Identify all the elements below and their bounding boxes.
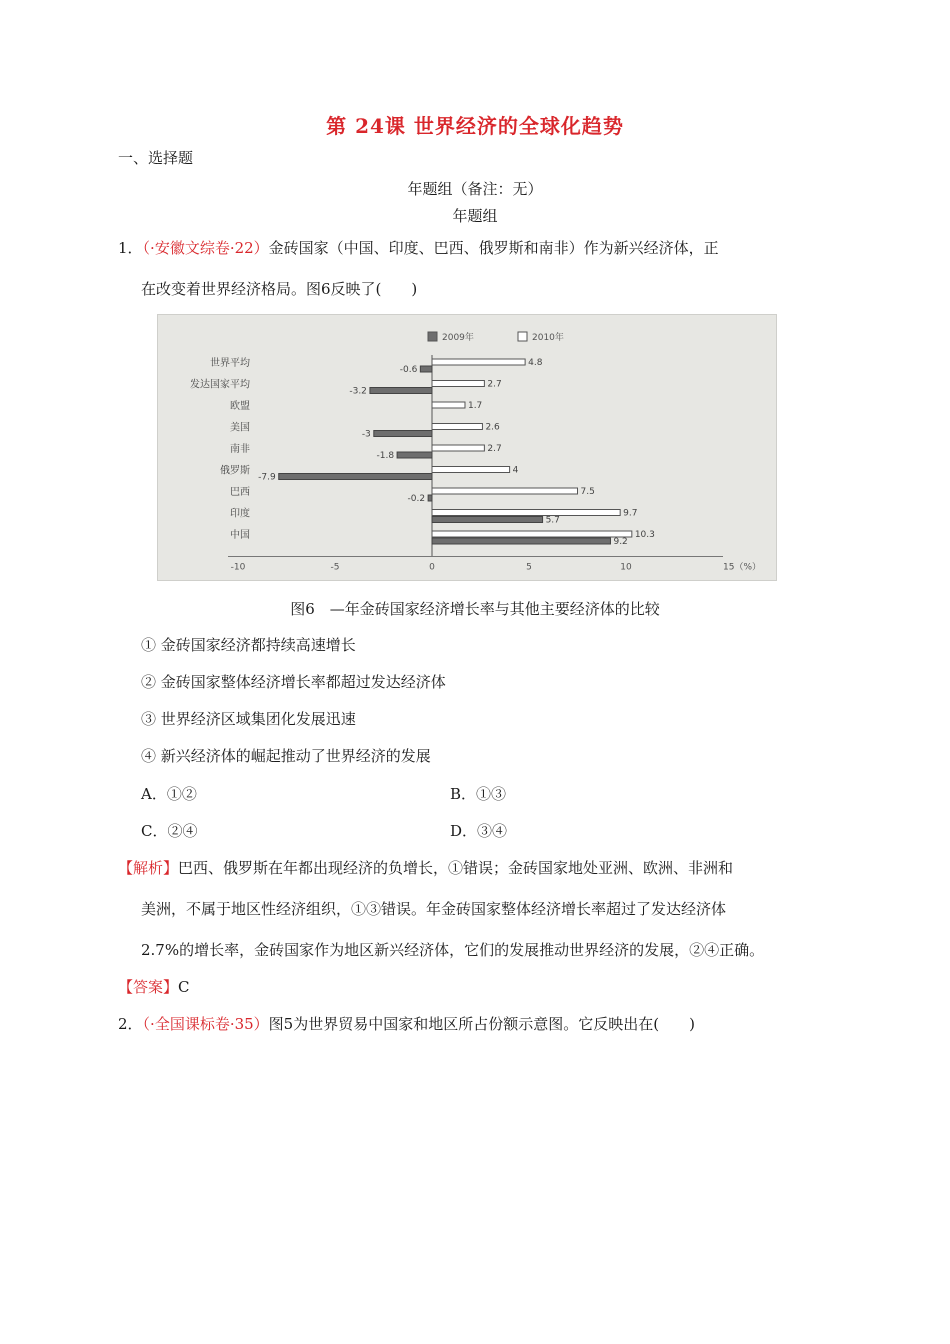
bar-2009 <box>428 495 432 501</box>
answer-value: C <box>178 978 190 996</box>
option-c: C．②④ <box>141 822 198 840</box>
category-label: 欧盟 <box>230 401 250 412</box>
bar-2010 <box>432 488 578 494</box>
bar-2010 <box>432 402 465 408</box>
bar-2009 <box>420 366 432 372</box>
value-label-2010: 4 <box>512 465 519 476</box>
statement-3: ③ 世界经济区域集团化发展迅速 <box>141 710 356 728</box>
value-label-2010: 1.7 <box>467 401 483 411</box>
analysis-text: 巴西、俄罗斯在年都出现经济的负增长，①错误；金砖国家地处亚洲、欧洲、非洲和 <box>178 859 734 877</box>
question-text: 金砖国家（中国、印度、巴西、俄罗斯和南非）作为新兴经济体，正 <box>268 239 719 257</box>
bar-2010 <box>432 510 620 516</box>
x-tick-label: 10 <box>620 562 632 573</box>
question-number: 2． <box>118 1015 143 1033</box>
analysis <box>118 857 733 879</box>
value-label-2009: -1.8 <box>376 451 395 461</box>
category-label: 中国 <box>230 530 250 541</box>
option-d: D．③④ <box>450 822 508 840</box>
category-label: 发达国家平均 <box>190 379 250 391</box>
bar-2009 <box>279 474 432 480</box>
bar-2010 <box>432 531 632 537</box>
bar-2010 <box>432 445 484 451</box>
bar-2010 <box>432 424 482 430</box>
x-tick-label: 0 <box>429 562 435 573</box>
legend-label-2010: 2010年 <box>532 333 564 343</box>
page-title: 第 24课 世界经济的全球化趋势 <box>326 114 624 138</box>
x-tick-label: -5 <box>330 562 340 573</box>
value-label-2010: 9.7 <box>623 508 638 519</box>
value-label-2009: -0.2 <box>407 494 426 504</box>
bar-2009 <box>432 538 610 544</box>
x-tick-label: 15（%） <box>723 562 762 573</box>
bar-2010 <box>432 381 484 387</box>
value-label-2009: -3.2 <box>349 386 367 397</box>
answer <box>118 976 190 998</box>
statement-2: ② 金砖国家整体经济增长率都超过发达经济体 <box>141 673 446 691</box>
bar-2010 <box>432 359 525 365</box>
option-a: A．①② <box>141 785 197 803</box>
value-label-2009: -0.6 <box>399 365 418 375</box>
question-number: 1． <box>118 239 143 257</box>
bar-2009 <box>397 452 432 458</box>
legend-label-2009: 2009年 <box>442 333 474 343</box>
analysis-tag: 【解析】 <box>118 859 179 877</box>
option-b: B．①③ <box>450 785 507 803</box>
group-note: 年题组（备注：无） <box>407 180 543 198</box>
bar-2009 <box>370 388 432 394</box>
section-heading: 一、选择题 <box>118 149 194 167</box>
value-label-2009: 5.7 <box>545 515 560 526</box>
bar-2009 <box>374 431 432 437</box>
chart-svg <box>158 315 778 582</box>
value-label-2010: 2.7 <box>487 444 502 454</box>
group-heading: 年题组 <box>452 207 498 225</box>
category-label: 世界平均 <box>210 358 250 369</box>
category-label: 巴西 <box>230 487 250 498</box>
value-label-2010: 10.3 <box>634 530 655 540</box>
question-1 <box>118 237 719 259</box>
analysis-text-3: 2.7%的增长率，金砖国家作为地区新兴经济体，它们的发展推动世界经济的发展，②④正确。 <box>141 941 765 959</box>
question-source: （·安徽文综卷·22） <box>142 239 269 257</box>
answer-tag: 【答案】 <box>118 978 179 996</box>
question-2 <box>118 1013 695 1035</box>
legend-swatch-2009 <box>428 332 437 341</box>
value-label-2010: 2.7 <box>487 379 502 390</box>
x-tick-label: 5 <box>526 562 532 573</box>
growth-rate-chart <box>157 314 777 581</box>
category-label: 印度 <box>230 508 250 520</box>
value-label-2009: -7.9 <box>258 472 276 483</box>
statement-1: ① 金砖国家经济都持续高速增长 <box>141 636 356 654</box>
value-label-2010: 7.5 <box>580 487 595 497</box>
category-label: 美国 <box>230 422 250 434</box>
value-label-2010: 4.8 <box>528 358 543 368</box>
statement-4: ④ 新兴经济体的崛起推动了世界经济的发展 <box>141 747 431 765</box>
category-label: 南非 <box>230 444 250 455</box>
bar-2010 <box>432 467 510 473</box>
question-text-cont: 在改变着世界经济格局。图6反映了( ) <box>141 280 418 298</box>
question-source: （·全国课标卷·35） <box>142 1015 269 1033</box>
analysis-text-2: 美洲，不属于地区性经济组织，①③错误。年金砖国家整体经济增长率超过了发达经济体 <box>141 900 727 918</box>
x-tick-label: -10 <box>230 562 246 573</box>
figure-caption: 图6 —年金砖国家经济增长率与其他主要经济体的比较 <box>290 600 660 618</box>
category-label: 俄罗斯 <box>220 465 250 477</box>
question-text: 图5为世界贸易中国家和地区所占份额示意图。它反映出在( ) <box>268 1015 695 1033</box>
value-label-2009: -3 <box>361 429 371 440</box>
value-label-2010: 2.6 <box>485 422 500 433</box>
legend-swatch-2010 <box>518 332 527 341</box>
value-label-2009: 9.2 <box>613 537 628 547</box>
bar-2009 <box>432 517 543 523</box>
